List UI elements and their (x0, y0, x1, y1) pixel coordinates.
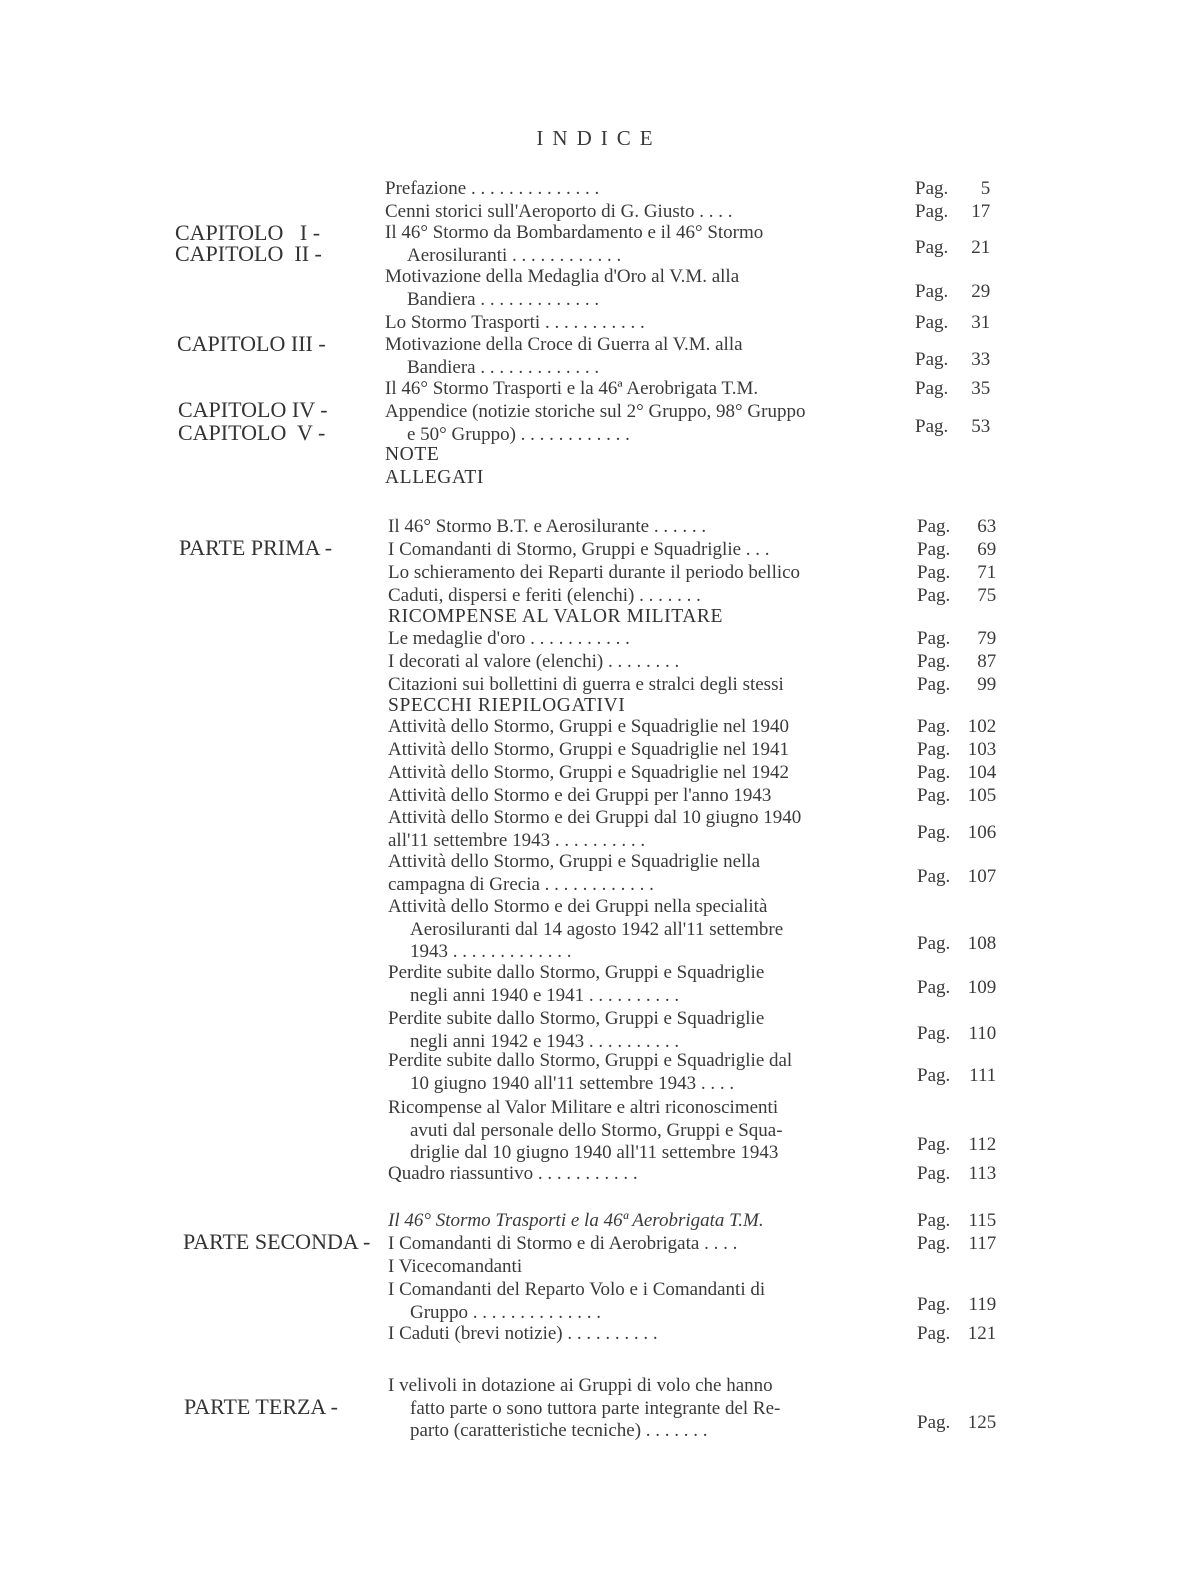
entry-line: Aerosiluranti dal 14 agosto 1942 all'11 settembre (410, 918, 784, 940)
entry-line: negli anni 1940 e 1941 . . . . . . . . . . (410, 984, 680, 1006)
entry-line: negli anni 1942 e 1943 . . . . . . . . . . (410, 1030, 680, 1052)
page-reference (917, 1134, 996, 1156)
entry-title (388, 762, 872, 785)
entry-line: Lo schieramento dei Reparti durante il periodo bellico (388, 562, 801, 583)
page-number: 109 (967, 976, 997, 998)
page-label: Pag. (917, 1064, 951, 1086)
entry-line: Aerosiluranti . . . . . . . . . . . . (407, 244, 622, 266)
page-number: 111 (969, 1064, 997, 1086)
entry-line: Il 46° Stormo B.T. e Aerosilurante . . . . . . (388, 516, 707, 537)
page-number: 107 (967, 865, 997, 887)
page-number: 31 (971, 312, 991, 333)
page-reference (917, 1294, 996, 1316)
page-reference (915, 178, 990, 200)
entry-title (388, 1097, 872, 1165)
entry-line: Ricompense al Valor Militare e altri riconoscimenti (388, 1097, 779, 1118)
entry-line: Motivazione della Medaglia d'Oro al V.M. alla (385, 266, 740, 287)
page-number: 113 (968, 1163, 997, 1184)
page-reference (915, 349, 990, 371)
entry-title (388, 716, 872, 739)
entry-title (388, 896, 872, 964)
entry-line: I Comandanti del Reparto Volo e i Comandanti di (388, 1279, 766, 1300)
entry-title (388, 1323, 872, 1346)
page-number: 117 (968, 1233, 997, 1254)
entry-title (385, 201, 867, 224)
entry-title (388, 539, 872, 562)
entry-line: Bandiera . . . . . . . . . . . . . (407, 356, 600, 378)
entry-line: driglie dal 10 giugno 1940 all'11 settembre 1943 (410, 1142, 779, 1163)
page-label: Pag. (917, 716, 951, 737)
page-label: Pag. (915, 201, 949, 222)
entry-line: Cenni storici sull'Aeroporto di G. Giusto . . . . (385, 201, 733, 222)
page-reference (917, 716, 996, 738)
page-label: Pag. (915, 236, 949, 258)
page-label: Pag. (917, 1323, 951, 1344)
entry-line: Attività dello Stormo e dei Gruppi per l'anno 1943 (388, 785, 772, 806)
page-reference (917, 1210, 996, 1232)
page-number: 79 (977, 628, 997, 649)
entry-line: parto (caratteristiche tecniche) . . . . . . . (410, 1420, 708, 1441)
entry-title (388, 674, 872, 697)
entry-line: Gruppo . . . . . . . . . . . . . . (410, 1301, 602, 1323)
page-reference (915, 416, 990, 438)
page-label: Pag. (917, 1163, 951, 1184)
entry-title (388, 1256, 872, 1279)
page-label: Pag. (915, 348, 949, 370)
page-label: Pag. (917, 1134, 951, 1155)
entry-title (388, 695, 872, 718)
entry-line: Appendice (notizie storiche sul 2° Gruppo, 98° Gruppo (385, 401, 806, 422)
page-number: 63 (977, 516, 997, 537)
page-number: 121 (967, 1323, 997, 1344)
page-label: Pag. (915, 312, 949, 333)
page-reference (917, 674, 996, 696)
page-number: 104 (967, 762, 997, 783)
page-number: 75 (977, 585, 997, 606)
entry-title (388, 606, 872, 629)
page-reference (917, 762, 996, 784)
page-number: 5 (980, 178, 991, 199)
section-label: PARTE SECONDA - (183, 1229, 371, 1254)
page-reference (917, 1323, 996, 1345)
page-reference (915, 312, 990, 334)
page-number: 110 (968, 1022, 997, 1044)
section-label: PARTE PRIMA - (179, 535, 333, 560)
entry-line: Il 46° Stormo Trasporti e la 46ª Aerobrigata T.M. (385, 378, 759, 399)
entry-line: Attività dello Stormo, Gruppi e Squadriglie nella (388, 851, 761, 872)
section-label: PARTE TERZA - (184, 1394, 338, 1419)
entry-title (388, 585, 872, 608)
entry-title (385, 444, 867, 467)
entry-line: I decorati al valore (elenchi) . . . . . . . . (388, 651, 680, 672)
entry-line: I velivoli in dotazione ai Gruppi di volo che hanno (388, 1375, 773, 1396)
entry-line: NOTE (385, 444, 440, 465)
entry-line: campagna di Grecia . . . . . . . . . . . . (388, 873, 654, 895)
page-label: Pag. (917, 1233, 951, 1254)
page-number: 17 (971, 201, 991, 222)
page-label: Pag. (917, 585, 951, 606)
page-reference (917, 822, 996, 844)
page-label: Pag. (915, 378, 949, 399)
page-label: Pag. (917, 762, 951, 783)
page-number: 119 (968, 1293, 997, 1315)
entry-title (385, 378, 867, 401)
page-label: Pag. (917, 1412, 951, 1433)
entry-line: I Vicecomandanti (388, 1256, 523, 1277)
entry-line: 1943 . . . . . . . . . . . . . (410, 941, 572, 962)
entry-line: Caduti, dispersi e feriti (elenchi) . . . . . . . (388, 585, 701, 606)
entry-title (385, 334, 867, 379)
page-label: Pag. (917, 651, 951, 672)
entry-line: Lo Stormo Trasporti . . . . . . . . . . . (385, 312, 645, 333)
entry-title (388, 785, 872, 808)
entry-line: all'11 settembre 1943 . . . . . . . . . . (388, 829, 646, 851)
page-reference (917, 628, 996, 650)
page-label: Pag. (917, 739, 951, 760)
entry-line: fatto parte o sono tuttora parte integrante del Re- (410, 1397, 781, 1419)
page-label: Pag. (917, 1210, 951, 1231)
section-label: CAPITOLO IV - (178, 397, 328, 422)
page-label: Pag. (917, 821, 951, 843)
entry-line: Le medaglie d'oro . . . . . . . . . . . (388, 628, 630, 649)
entry-line: Bandiera . . . . . . . . . . . . . (407, 288, 600, 310)
entry-title (385, 266, 867, 311)
entry-line: ALLEGATI (385, 467, 485, 488)
entry-title (385, 222, 867, 267)
entry-title (388, 516, 872, 539)
entry-line: e 50° Gruppo) . . . . . . . . . . . . (407, 423, 630, 445)
page-reference (917, 1412, 996, 1434)
entry-line: I Comandanti di Stormo, Gruppi e Squadriglie . . . (388, 539, 770, 560)
page-reference (917, 585, 996, 607)
entry-line: Attività dello Stormo, Gruppi e Squadriglie nel 1942 (388, 762, 790, 783)
page-label: Pag. (915, 178, 949, 199)
page-reference (917, 1023, 996, 1045)
page-number: 69 (977, 539, 997, 560)
page-label: Pag. (917, 539, 951, 560)
entry-title (385, 467, 867, 490)
entry-title (388, 1210, 872, 1233)
page-reference (915, 237, 990, 259)
page-reference (915, 201, 990, 223)
entry-line: SPECCHI RIEPILOGATIVI (388, 695, 626, 716)
entry-title (388, 851, 872, 896)
page-number: 29 (971, 280, 991, 302)
page-reference (917, 933, 996, 955)
entry-title (385, 312, 867, 335)
entry-title (388, 1233, 872, 1256)
section-label: CAPITOLO III - (177, 331, 326, 356)
page-reference (915, 378, 990, 400)
entry-title (388, 1008, 872, 1053)
entry-title (388, 1279, 872, 1324)
page-number: 35 (971, 378, 991, 399)
page-reference (917, 539, 996, 561)
page-reference (917, 866, 996, 888)
page-label: Pag. (917, 933, 951, 954)
entry-title (388, 651, 872, 674)
section-label: CAPITOLO I - (175, 220, 321, 245)
page-number: 103 (967, 739, 997, 760)
page-reference (917, 516, 996, 538)
entry-line: Il 46° Stormo da Bombardamento e il 46° Stormo (385, 222, 764, 243)
page-reference (917, 1065, 996, 1087)
entry-title (388, 807, 872, 852)
entry-title (388, 1163, 872, 1186)
page-label: Pag. (917, 976, 951, 998)
entry-title (388, 1050, 872, 1095)
page-reference (917, 1233, 996, 1255)
page-label: Pag. (917, 628, 951, 649)
page-number: 102 (967, 716, 997, 737)
entry-title (385, 401, 867, 446)
entry-line: Attività dello Stormo, Gruppi e Squadriglie nel 1941 (388, 739, 790, 760)
page-label: Pag. (917, 785, 951, 806)
page-title: INDICE (536, 126, 662, 150)
page-reference (917, 651, 996, 673)
entry-title (388, 628, 872, 651)
page-number: 125 (967, 1412, 997, 1433)
entry-line: Attività dello Stormo e dei Gruppi nella specialità (388, 896, 768, 917)
page-reference (917, 1163, 996, 1185)
entry-line: Citazioni sui bollettini di guerra e stralci degli stessi (388, 674, 784, 695)
entry-line: I Comandanti di Stormo e di Aerobrigata . . . . (388, 1233, 738, 1254)
entry-line: Prefazione . . . . . . . . . . . . . . (385, 178, 600, 199)
entry-title (388, 962, 872, 1007)
entry-line: Motivazione della Croce di Guerra al V.M. alla (385, 334, 743, 355)
page-number: 99 (977, 674, 997, 695)
page-reference (917, 739, 996, 761)
page-label: Pag. (917, 562, 951, 583)
entry-line: Perdite subite dallo Stormo, Gruppi e Squadriglie dal (388, 1050, 793, 1071)
entry-line: 10 giugno 1940 all'11 settembre 1943 . . . . (410, 1072, 735, 1094)
page-number: 115 (968, 1210, 997, 1231)
page-reference (917, 785, 996, 807)
page-label: Pag. (915, 415, 949, 437)
entry-line: Quadro riassuntivo . . . . . . . . . . . (388, 1163, 638, 1184)
entry-title (388, 739, 872, 762)
entry-title (388, 1375, 872, 1443)
page-number: 87 (977, 651, 997, 672)
section-label: CAPITOLO V - (178, 420, 326, 445)
entry-line: Attività dello Stormo, Gruppi e Squadriglie nel 1940 (388, 716, 790, 737)
entry-title (385, 178, 867, 201)
page-number: 106 (967, 821, 997, 843)
entry-title (388, 562, 872, 585)
page-number: 33 (971, 348, 991, 370)
page-reference (915, 281, 990, 303)
page-label: Pag. (917, 1293, 951, 1315)
entry-line: Attività dello Stormo e dei Gruppi dal 10 giugno 1940 (388, 807, 802, 828)
page-label: Pag. (917, 865, 951, 887)
page-number: 105 (967, 785, 997, 806)
entry-line: Il 46° Stormo Trasporti e la 46ª Aerobrigata T.M. (388, 1210, 764, 1231)
page-number: 21 (971, 236, 991, 258)
page-number: 53 (971, 415, 991, 437)
entry-line: Perdite subite dallo Stormo, Gruppi e Squadriglie (388, 1008, 765, 1029)
entry-line: avuti dal personale dello Stormo, Gruppi e Squa- (410, 1119, 783, 1141)
page-reference (917, 977, 996, 999)
page-label: Pag. (915, 280, 949, 302)
entry-line: I Caduti (brevi notizie) . . . . . . . . . . (388, 1323, 658, 1344)
page-reference (917, 562, 996, 584)
page-number: 71 (977, 562, 997, 583)
page-number: 108 (967, 933, 997, 954)
entry-line: Perdite subite dallo Stormo, Gruppi e Squadriglie (388, 962, 765, 983)
page-number: 112 (968, 1134, 997, 1155)
page-label: Pag. (917, 1022, 951, 1044)
section-label: CAPITOLO II - (175, 241, 322, 266)
page-label: Pag. (917, 674, 951, 695)
page-label: Pag. (917, 516, 951, 537)
entry-line: RICOMPENSE AL VALOR MILITARE (388, 606, 724, 627)
